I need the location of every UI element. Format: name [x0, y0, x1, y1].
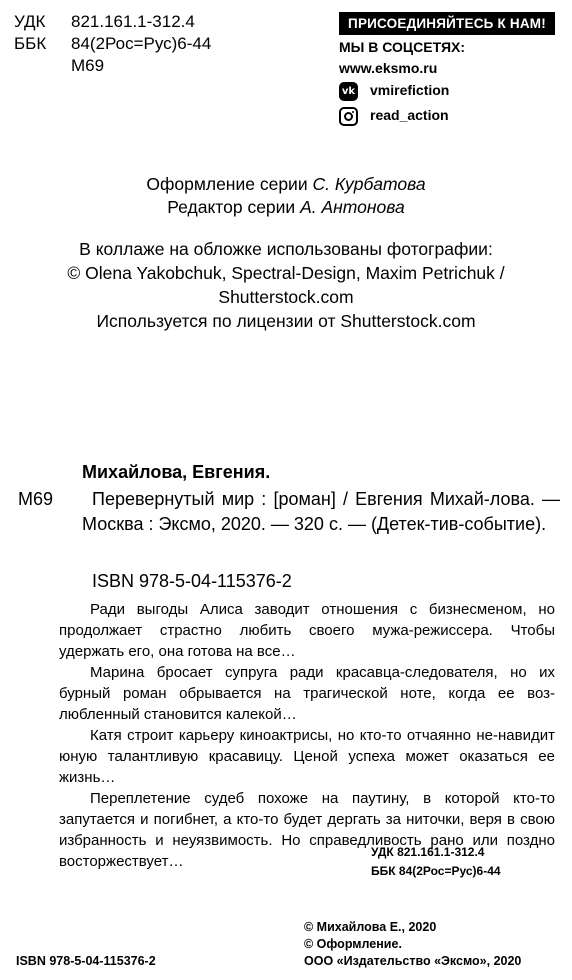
annotation-paragraph: Переплетение судеб похоже на паутину, в которой кто-то запутается и погибнет, а кто-то будет дергать за ниточки, веря в свою избранность и неуязвимость. Но справедливость рано или поздно восторжествует… [59, 790, 555, 870]
instagram-icon [339, 107, 358, 126]
license-line: Используется по лицензии от Shutterstock.com [96, 311, 476, 331]
instagram-row[interactable] [339, 106, 539, 128]
design-name: С. Курбатова [312, 174, 426, 194]
copyright-design: © Оформление. [304, 937, 402, 951]
vk-icon: vk [339, 82, 358, 101]
join-us-banner: ПРИСОЕДИНЯЙТЕСЬ К НАМ! [339, 12, 555, 35]
bbk-label: ББК [14, 34, 47, 53]
photo-credit-line: © Olena Yakobchuk, Spectral-Design, Maxim Petrichuk / [67, 263, 505, 283]
photo-credit-line: В коллаже на обложке использованы фотографии: [79, 239, 493, 259]
vk-handle: vmirefiction [370, 82, 450, 98]
udk-value: 821.161.1-312.4 [71, 12, 195, 31]
catalog-code: М69 [18, 489, 54, 509]
bbk-value: 84(2Рос=Рус)6-44 [71, 34, 212, 53]
udk-label: УДК [14, 12, 46, 31]
copyright-publisher: ООО «Издательство «Эксмо», 2020 [304, 954, 522, 968]
catalog-author: Михайлова, Евгения. [82, 462, 271, 482]
photo-credit-line: Shutterstock.com [218, 287, 354, 307]
editor-prefix: Редактор серии [167, 197, 301, 217]
instagram-handle: read_action [370, 107, 449, 123]
catalog-entry: Перевернутый мир : [роман] / Евгения Михай-лова. — Москва : Эксмо, 2020. — 320 с. — (Детек-тив-событие). [82, 489, 560, 534]
annotation-paragraph: Ради выгоды Алиса заводит отношения с бизнесменом, но продолжает страстно любить своего мужа-режиссера. Чтобы удержать его, она готова на все… [59, 601, 555, 660]
design-prefix: Оформление серии [146, 174, 313, 194]
annotation-paragraph: Марина бросает супруга ради красавца-следователя, но их бурный роман обрывается на трагической ноте, когда ее воз-любленный становится калекой… [59, 664, 555, 723]
bottom-isbn: ISBN 978-5-04-115376-2 [16, 954, 156, 968]
copyright-author: © Михайлова Е., 2020 [304, 920, 437, 934]
website-link[interactable]: www.eksmo.ru [339, 60, 438, 76]
series-editor-credit [0, 196, 572, 219]
annotation [59, 599, 555, 872]
social-heading: МЫ В СОЦСЕТЯХ: [339, 39, 466, 55]
catalog-isbn: ISBN 978-5-04-115376-2 [92, 571, 292, 591]
bottom-bbk: ББК 84(2Рос=Рус)6-44 [371, 864, 501, 878]
annotation-paragraph: Катя строит карьеру киноактрисы, но кто-то отчаянно не-навидит юную талантливую красавицу. Ценой успеха может оказаться ее жизнь… [59, 727, 555, 786]
series-design-credit [0, 173, 572, 196]
bottom-udk: УДК 821.161.1-312.4 [371, 845, 485, 859]
editor-name: А. Антонова [300, 197, 405, 217]
classification-block [14, 12, 254, 76]
author-mark: М69 [71, 56, 105, 75]
vk-row[interactable] [339, 81, 539, 103]
